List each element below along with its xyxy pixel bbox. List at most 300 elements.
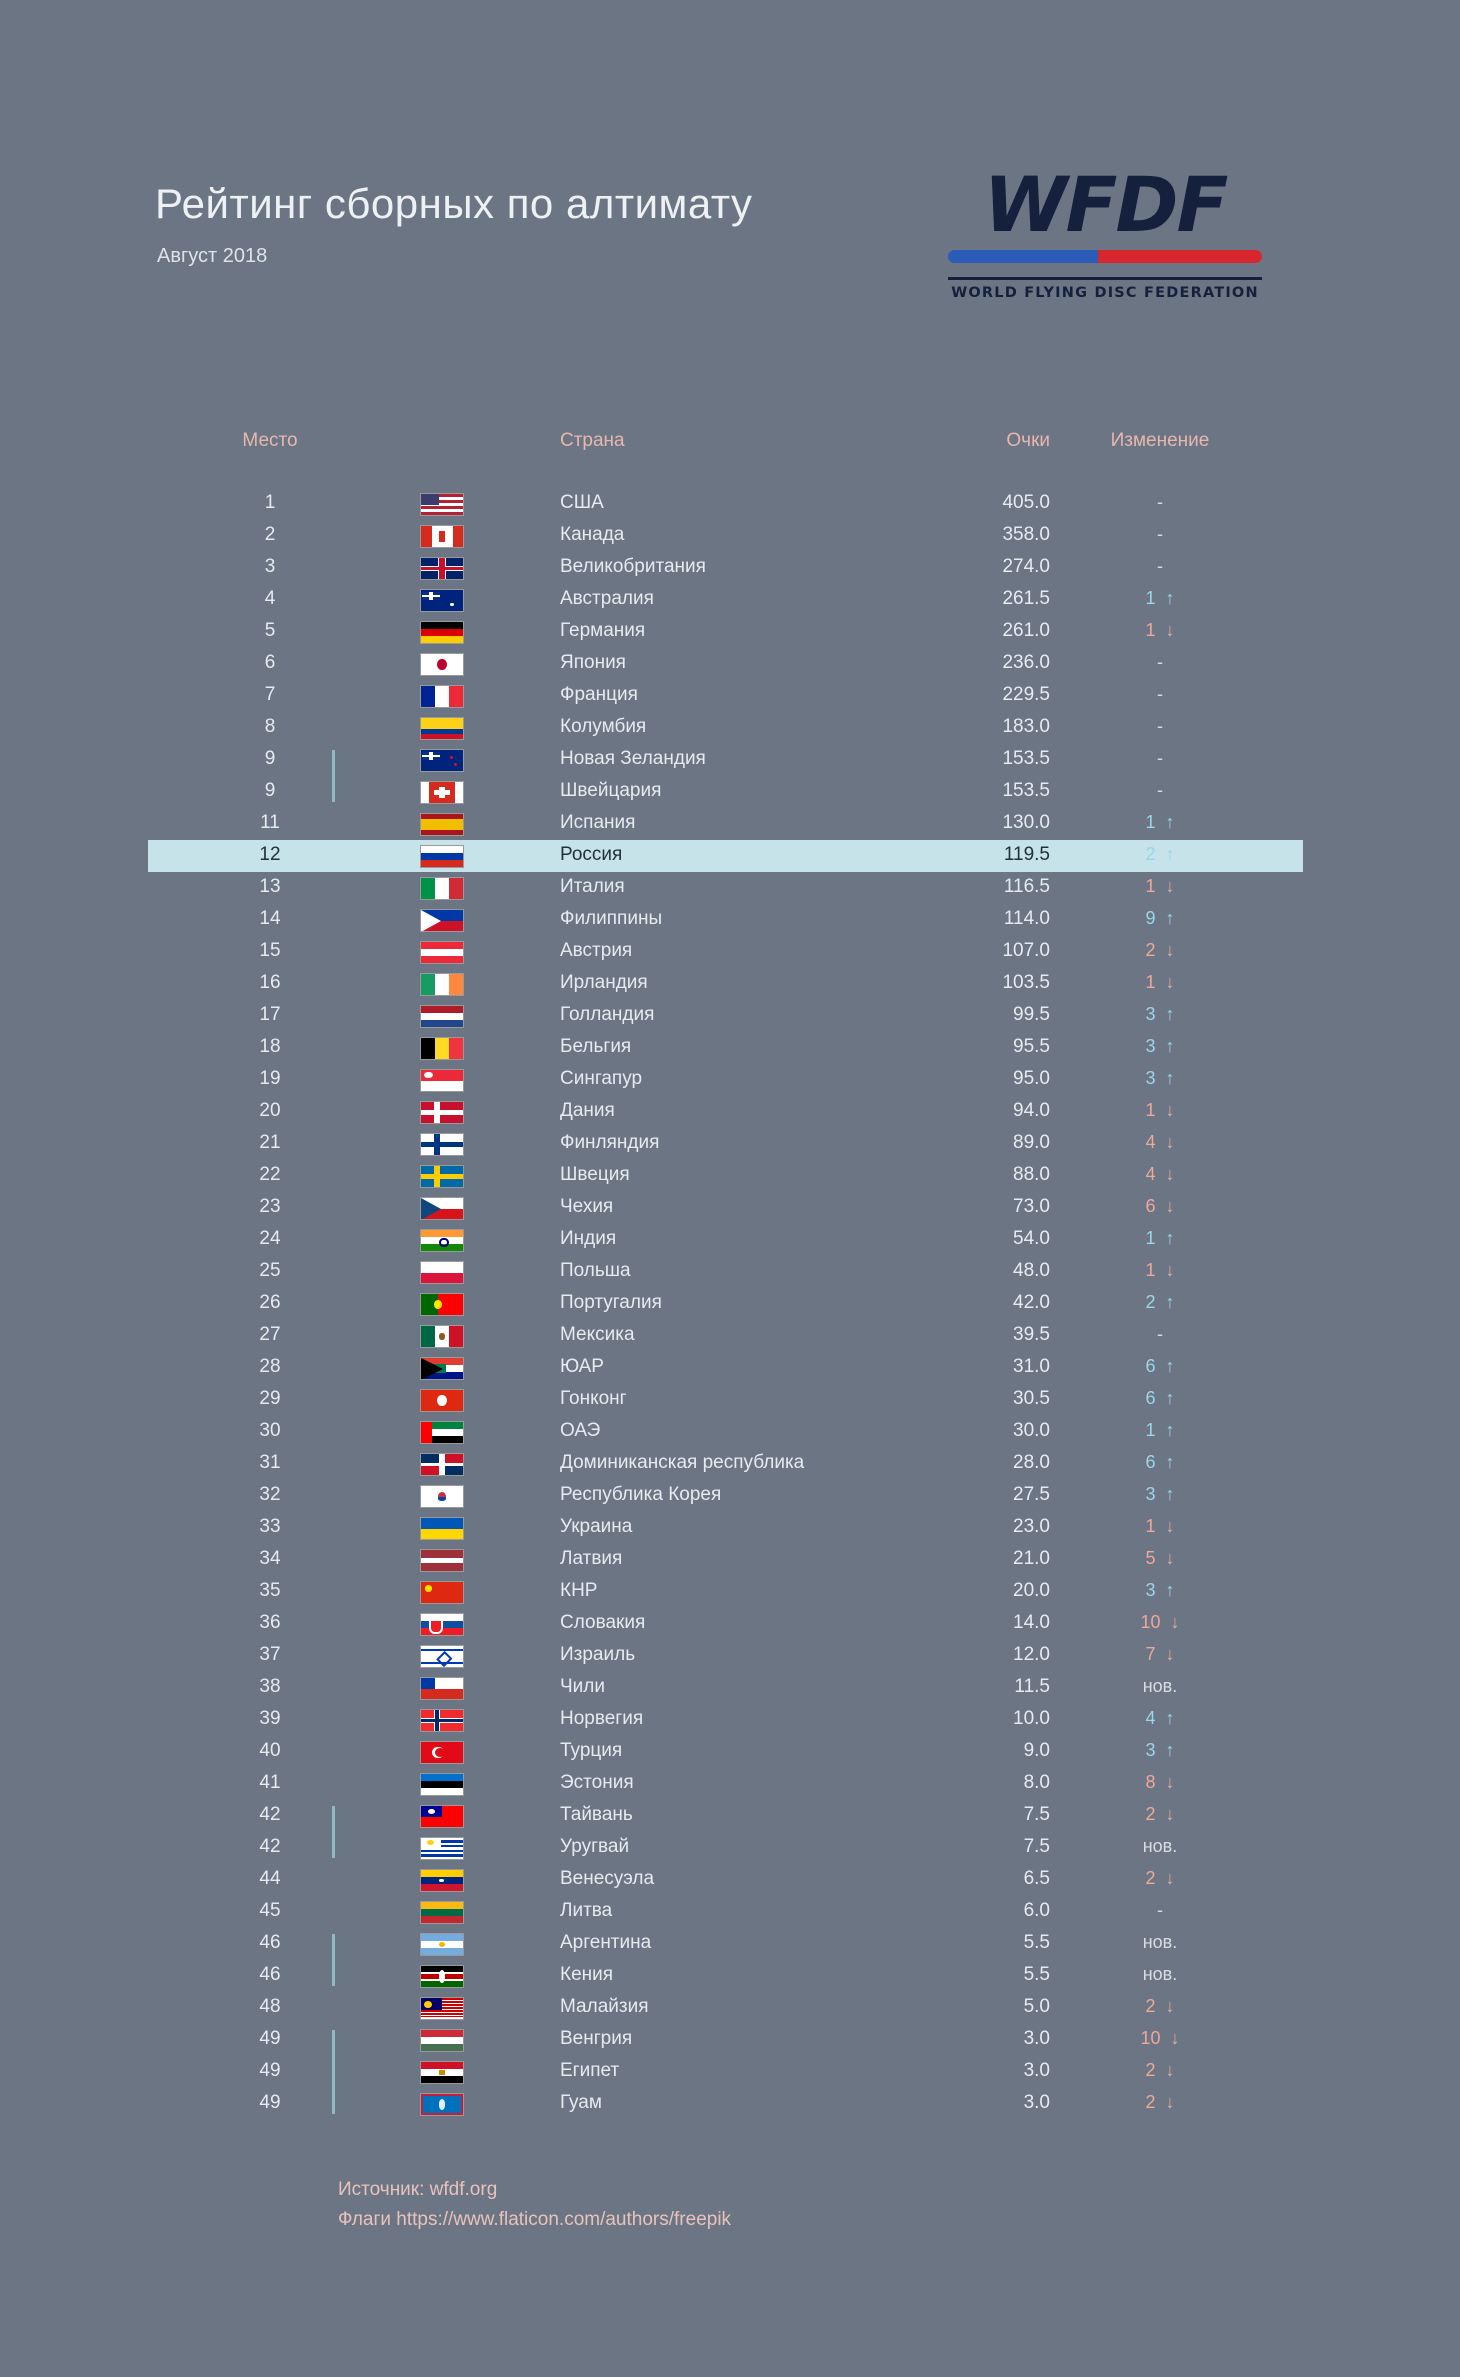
row-country: Гонконг — [560, 1388, 627, 1409]
row-rank: 28 — [259, 1356, 281, 1377]
flag-icon — [420, 685, 466, 709]
wfdf-logo-bars — [948, 250, 1262, 276]
table-row — [0, 1064, 1460, 1096]
row-rank: 19 — [259, 1068, 281, 1089]
row-change: 6 ↑ — [1145, 1356, 1175, 1376]
row-rank: 1 — [264, 492, 276, 513]
row-change: - — [1157, 492, 1163, 512]
row-change: 2 ↓ — [1145, 940, 1175, 960]
row-change: - — [1157, 780, 1163, 800]
table-row — [0, 1896, 1460, 1928]
row-rank: 17 — [259, 1004, 281, 1025]
row-rank: 5 — [264, 620, 276, 641]
table-header-row — [0, 430, 1460, 480]
row-points: 8.0 — [1023, 1772, 1050, 1793]
table-row — [0, 936, 1460, 968]
row-country: Италия — [560, 876, 625, 897]
row-change: 2 ↓ — [1145, 1868, 1175, 1888]
row-rank: 16 — [259, 972, 281, 993]
table-row — [0, 1928, 1460, 1960]
row-rank: 24 — [259, 1228, 281, 1249]
flag-icon — [420, 909, 466, 933]
row-country: Израиль — [560, 1644, 636, 1665]
row-country: Австралия — [560, 588, 654, 609]
flag-icon — [420, 813, 466, 837]
row-country: КНР — [560, 1580, 598, 1601]
table-row — [0, 1608, 1460, 1640]
row-change: 3 ↑ — [1145, 1484, 1175, 1504]
flag-icon — [420, 1965, 466, 1989]
row-country: Венесуэла — [560, 1868, 655, 1889]
row-points: 5.5 — [1023, 1964, 1050, 1985]
wfdf-logo-bar-red — [1098, 250, 1262, 263]
row-rank: 38 — [259, 1676, 281, 1697]
row-points: 103.5 — [1002, 972, 1050, 993]
flag-icon — [420, 1133, 466, 1157]
row-country: Индия — [560, 1228, 617, 1249]
row-points: 3.0 — [1023, 2060, 1050, 2081]
row-change: 3 ↑ — [1145, 1004, 1175, 1024]
row-country: Сингапур — [560, 1068, 643, 1089]
row-rank: 13 — [259, 876, 281, 897]
row-rank: 39 — [259, 1708, 281, 1729]
row-points: 48.0 — [1013, 1260, 1050, 1281]
row-rank: 2 — [264, 524, 276, 545]
flag-icon — [420, 941, 466, 965]
flag-icon — [420, 557, 466, 581]
table-row — [0, 520, 1460, 552]
table-row — [0, 1288, 1460, 1320]
row-country: Чили — [560, 1676, 605, 1697]
column-header-change: Изменение — [1110, 430, 1210, 451]
row-points: 42.0 — [1013, 1292, 1050, 1313]
footer — [338, 2175, 731, 2235]
row-points: 7.5 — [1023, 1804, 1050, 1825]
flag-icon — [420, 1645, 466, 1669]
row-country: Великобритания — [560, 556, 706, 577]
table-row — [0, 744, 1460, 776]
row-rank: 41 — [259, 1772, 281, 1793]
column-header-country: Страна — [560, 430, 625, 451]
row-change: 1 ↓ — [1145, 1100, 1175, 1120]
row-rank: 42 — [259, 1836, 281, 1857]
row-country: Кения — [560, 1964, 614, 1985]
table-row — [0, 1736, 1460, 1768]
row-change: - — [1157, 1900, 1163, 1920]
tie-bracket — [332, 2030, 335, 2114]
table-row — [0, 1704, 1460, 1736]
table-row — [0, 1832, 1460, 1864]
table-row — [0, 1256, 1460, 1288]
wfdf-logo-wordmark: WFDF — [983, 160, 1227, 249]
row-points: 95.5 — [1013, 1036, 1050, 1057]
row-country: Эстония — [560, 1772, 634, 1793]
flag-icon — [420, 2029, 466, 2053]
row-country: Украина — [560, 1516, 633, 1537]
row-rank: 25 — [259, 1260, 281, 1281]
row-country: Колумбия — [560, 716, 647, 737]
row-rank: 22 — [259, 1164, 281, 1185]
flag-icon — [420, 1197, 466, 1221]
flag-icon — [420, 493, 466, 517]
row-rank: 36 — [259, 1612, 281, 1633]
row-change: 1 ↓ — [1145, 972, 1175, 992]
row-country: Доминиканская республика — [560, 1452, 805, 1473]
row-rank: 49 — [259, 2028, 281, 2049]
header — [0, 150, 1460, 350]
flag-icon — [420, 2093, 466, 2117]
row-rank: 3 — [264, 556, 276, 577]
flag-icon — [420, 973, 466, 997]
row-points: 28.0 — [1013, 1452, 1050, 1473]
row-country: Норвегия — [560, 1708, 644, 1729]
row-rank: 11 — [260, 812, 280, 833]
table-row — [0, 1096, 1460, 1128]
row-rank: 44 — [259, 1868, 281, 1889]
row-country: Малайзия — [560, 1996, 649, 2017]
flag-icon — [420, 1677, 466, 1701]
row-points: 89.0 — [1013, 1132, 1050, 1153]
row-country: Голландия — [560, 1004, 655, 1025]
row-change: 10 ↓ — [1140, 1612, 1180, 1632]
row-points: 358.0 — [1002, 524, 1050, 545]
row-change: 2 ↑ — [1145, 844, 1175, 864]
table-row — [0, 968, 1460, 1000]
row-change: 1 ↑ — [1145, 1420, 1175, 1440]
table-row — [148, 840, 1303, 872]
table-row — [0, 1576, 1460, 1608]
row-rank: 45 — [259, 1900, 281, 1921]
row-points: 6.0 — [1023, 1900, 1050, 1921]
flag-icon — [420, 1837, 466, 1861]
flag-icon — [420, 1261, 466, 1285]
page-title: Рейтинг сборных по алтимату — [155, 180, 753, 227]
row-rank: 9 — [264, 780, 276, 801]
flag-icon — [420, 1165, 466, 1189]
row-change: - — [1157, 1324, 1163, 1344]
flag-icon — [420, 749, 466, 773]
row-points: 130.0 — [1002, 812, 1050, 833]
row-points: 39.5 — [1013, 1324, 1050, 1345]
table-row — [0, 1320, 1460, 1352]
row-rank: 42 — [259, 1804, 281, 1825]
row-points: 6.5 — [1023, 1868, 1050, 1889]
table-row — [0, 2088, 1460, 2120]
row-country: Филиппины — [560, 908, 663, 929]
row-country: Россия — [560, 844, 623, 865]
flag-icon — [420, 589, 466, 613]
row-change: 1 ↓ — [1145, 620, 1175, 640]
row-rank: 15 — [259, 940, 281, 961]
row-rank: 27 — [259, 1324, 281, 1345]
flag-icon — [420, 1357, 466, 1381]
row-change: 2 ↑ — [1145, 1292, 1175, 1312]
row-points: 229.5 — [1002, 684, 1050, 705]
row-change: 6 ↑ — [1145, 1388, 1175, 1408]
table-row — [0, 712, 1460, 744]
row-change: 3 ↑ — [1145, 1580, 1175, 1600]
table-row — [0, 552, 1460, 584]
row-country: Новая Зеландия — [560, 748, 706, 769]
row-change: 4 ↑ — [1145, 1708, 1175, 1728]
tie-bracket — [332, 1806, 335, 1858]
row-change: 6 ↑ — [1145, 1452, 1175, 1472]
table-row — [0, 1352, 1460, 1384]
row-points: 261.5 — [1002, 588, 1050, 609]
row-country: Дания — [560, 1100, 615, 1121]
row-rank: 6 — [264, 652, 276, 673]
flag-icon — [420, 1805, 466, 1829]
table-row — [0, 584, 1460, 616]
table-row — [0, 488, 1460, 520]
flag-icon — [420, 717, 466, 741]
row-points: 21.0 — [1013, 1548, 1050, 1569]
row-rank: 32 — [259, 1484, 281, 1505]
row-points: 12.0 — [1013, 1644, 1050, 1665]
row-country: Словакия — [560, 1612, 646, 1633]
row-points: 114.0 — [1003, 908, 1050, 929]
row-rank: 20 — [259, 1100, 281, 1121]
row-change: 9 ↑ — [1145, 908, 1175, 928]
row-points: 107.0 — [1002, 940, 1050, 961]
row-country: Испания — [560, 812, 636, 833]
table-row — [0, 776, 1460, 808]
row-country: Литва — [560, 1900, 613, 1921]
table-row — [0, 1544, 1460, 1576]
row-rank: 12 — [259, 844, 281, 865]
table-row — [0, 648, 1460, 680]
row-rank: 34 — [259, 1548, 281, 1569]
footer-flags-credit: Флаги https://www.flaticon.com/authors/freepik — [338, 2209, 732, 2230]
row-change: 3 ↑ — [1145, 1036, 1175, 1056]
row-change: 2 ↓ — [1145, 1804, 1175, 1824]
table-row — [0, 904, 1460, 936]
row-country: Гуам — [560, 2092, 602, 2113]
row-country: Чехия — [560, 1196, 614, 1217]
row-country: Португалия — [560, 1292, 662, 1313]
table-row — [0, 1864, 1460, 1896]
row-points: 30.0 — [1013, 1420, 1050, 1441]
row-country: Польша — [560, 1260, 631, 1281]
flag-icon — [420, 2061, 466, 2085]
row-rank: 46 — [259, 1964, 281, 1985]
flag-icon — [420, 1613, 466, 1637]
row-points: 5.5 — [1023, 1932, 1050, 1953]
flag-icon — [420, 1549, 466, 1573]
row-points: 99.5 — [1013, 1004, 1050, 1025]
row-country: Тайвань — [560, 1804, 633, 1825]
row-rank: 9 — [264, 748, 276, 769]
row-points: 31.0 — [1013, 1356, 1050, 1377]
flag-icon — [420, 1741, 466, 1765]
row-change: - — [1157, 716, 1163, 736]
table-row — [0, 1384, 1460, 1416]
row-change: 1 ↑ — [1145, 1228, 1175, 1248]
row-rank: 23 — [259, 1196, 281, 1217]
row-change: 8 ↓ — [1145, 1772, 1175, 1792]
table-row — [0, 680, 1460, 712]
row-change: 3 ↑ — [1145, 1068, 1175, 1088]
flag-icon — [420, 1229, 466, 1253]
row-rank: 49 — [259, 2092, 281, 2113]
table-row — [0, 2056, 1460, 2088]
row-change: - — [1157, 652, 1163, 672]
column-header-rank: Место — [242, 430, 298, 451]
flag-icon — [420, 1517, 466, 1541]
row-country: Республика Корея — [560, 1484, 722, 1505]
row-country: Швейцария — [560, 780, 662, 801]
row-country: Франция — [560, 684, 638, 705]
table-row — [0, 1768, 1460, 1800]
row-points: 20.0 — [1013, 1580, 1050, 1601]
table-row — [0, 872, 1460, 904]
flag-icon — [420, 525, 466, 549]
table-body — [0, 488, 1460, 2120]
table-row — [0, 1672, 1460, 1704]
row-country: Турция — [560, 1740, 623, 1761]
table-row — [0, 1512, 1460, 1544]
row-change: 1 ↓ — [1145, 876, 1175, 896]
row-rank: 4 — [264, 588, 276, 609]
row-points: 153.5 — [1002, 748, 1050, 769]
row-rank: 14 — [259, 908, 281, 929]
row-country: Мексика — [560, 1324, 635, 1345]
table-row — [0, 1992, 1460, 2024]
row-change: 2 ↓ — [1145, 2060, 1175, 2080]
table-row — [0, 616, 1460, 648]
row-points: 73.0 — [1013, 1196, 1050, 1217]
row-country: Венгрия — [560, 2028, 633, 2049]
row-change: - — [1157, 556, 1163, 576]
table-row — [0, 1128, 1460, 1160]
row-country: ЮАР — [560, 1356, 604, 1377]
flag-icon — [420, 845, 466, 869]
row-rank: 46 — [259, 1932, 281, 1953]
row-change: 1 ↑ — [1145, 588, 1175, 608]
flag-icon — [420, 1453, 466, 1477]
flag-icon — [420, 1005, 466, 1029]
flag-icon — [420, 621, 466, 645]
row-change: 3 ↑ — [1145, 1740, 1175, 1760]
row-rank: 7 — [264, 684, 276, 705]
row-points: 405.0 — [1002, 492, 1050, 513]
row-points: 274.0 — [1002, 556, 1050, 577]
footer-source: Источник: wfdf.org — [338, 2179, 498, 2200]
table-row — [0, 1640, 1460, 1672]
row-points: 5.0 — [1023, 1996, 1050, 2017]
table-row — [0, 1224, 1460, 1256]
row-points: 10.0 — [1013, 1708, 1050, 1729]
row-points: 9.0 — [1023, 1740, 1050, 1761]
row-points: 88.0 — [1013, 1164, 1050, 1185]
table-row — [0, 2024, 1460, 2056]
table-row — [0, 1000, 1460, 1032]
flag-icon — [420, 1709, 466, 1733]
row-points: 183.0 — [1002, 716, 1050, 737]
row-country: Ирландия — [560, 972, 648, 993]
row-points: 3.0 — [1023, 2028, 1050, 2049]
row-change: 2 ↓ — [1145, 1996, 1175, 2016]
flag-icon — [420, 1293, 466, 1317]
row-points: 11.5 — [1014, 1676, 1050, 1697]
row-country: Аргентина — [560, 1932, 652, 1953]
flag-icon — [420, 1101, 466, 1125]
row-rank: 26 — [259, 1292, 281, 1313]
row-country: Германия — [560, 620, 646, 641]
flag-icon — [420, 1773, 466, 1797]
table-row — [0, 1480, 1460, 1512]
row-points: 94.0 — [1013, 1100, 1050, 1121]
row-points: 95.0 — [1013, 1068, 1050, 1089]
row-change: 4 ↓ — [1145, 1132, 1175, 1152]
flag-icon — [420, 1997, 466, 2021]
wfdf-logo-subtitle: WORLD FLYING DISC FEDERATION — [951, 285, 1259, 301]
row-change: 5 ↓ — [1145, 1548, 1175, 1568]
row-points: 116.5 — [1003, 876, 1050, 897]
row-rank: 33 — [259, 1516, 281, 1537]
ranking-table — [0, 430, 1460, 2120]
row-rank: 8 — [264, 716, 276, 737]
tie-bracket — [332, 750, 335, 802]
flag-icon — [420, 1069, 466, 1093]
wfdf-logo-rule — [948, 277, 1262, 280]
row-country: Австрия — [560, 940, 633, 961]
flag-icon — [420, 1869, 466, 1893]
table-row — [0, 1416, 1460, 1448]
row-change: 4 ↓ — [1145, 1164, 1175, 1184]
flag-icon — [420, 1581, 466, 1605]
flag-icon — [420, 1325, 466, 1349]
tie-bracket — [332, 1934, 335, 1986]
flag-icon — [420, 781, 466, 805]
row-points: 3.0 — [1023, 2092, 1050, 2113]
page-subtitle: Август 2018 — [157, 245, 268, 267]
row-points: 30.5 — [1013, 1388, 1050, 1409]
table-row — [0, 1160, 1460, 1192]
row-change: - — [1157, 748, 1163, 768]
row-change: нов. — [1142, 1964, 1178, 1984]
row-country: Финляндия — [560, 1132, 660, 1153]
table-row — [0, 808, 1460, 840]
flag-icon — [420, 877, 466, 901]
row-points: 119.5 — [1003, 844, 1050, 865]
row-points: 261.0 — [1002, 620, 1050, 641]
row-points: 153.5 — [1002, 780, 1050, 801]
row-change: - — [1157, 684, 1163, 704]
row-country: США — [560, 492, 604, 513]
row-rank: 30 — [259, 1420, 281, 1441]
row-change: 10 ↓ — [1140, 2028, 1180, 2048]
row-country: Латвия — [560, 1548, 623, 1569]
row-change: 1 ↓ — [1145, 1516, 1175, 1536]
row-country: ОАЭ — [560, 1420, 601, 1441]
row-points: 27.5 — [1013, 1484, 1050, 1505]
row-country: Египет — [560, 2060, 620, 2081]
row-change: 2 ↓ — [1145, 2092, 1175, 2112]
flag-icon — [420, 1933, 466, 1957]
flag-icon — [420, 1037, 466, 1061]
row-change: 6 ↓ — [1145, 1196, 1175, 1216]
row-points: 236.0 — [1002, 652, 1050, 673]
row-points: 14.0 — [1013, 1612, 1050, 1633]
flag-icon — [420, 1421, 466, 1445]
table-row — [0, 1960, 1460, 1992]
row-change: нов. — [1142, 1676, 1178, 1696]
row-change: нов. — [1142, 1932, 1178, 1952]
table-row — [0, 1032, 1460, 1064]
table-row — [0, 1192, 1460, 1224]
row-points: 7.5 — [1023, 1836, 1050, 1857]
